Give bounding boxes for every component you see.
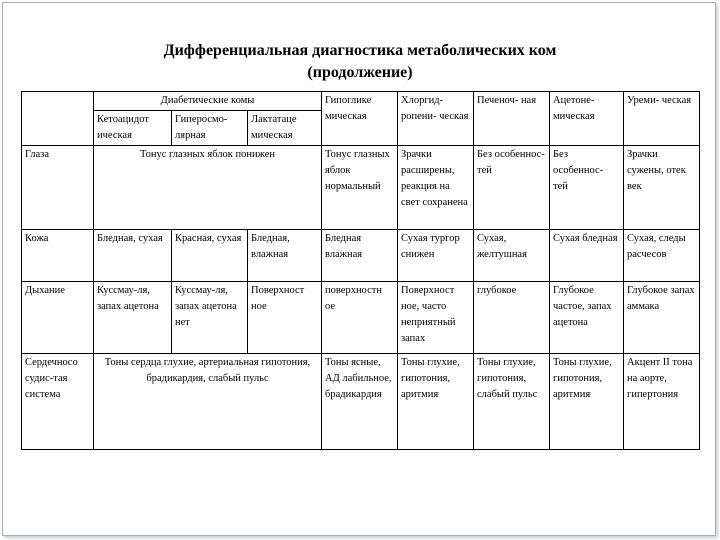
cardio-hypochloremic: Тоны глухие, гипотония, аритмия (398, 354, 474, 450)
header-lactatacidemic: Лактатаце мическая (248, 111, 322, 146)
diagnosis-table (21, 91, 700, 450)
header-uremic: Уреми- ческая (624, 92, 700, 146)
skin-acetonemic: Сухая бледная (550, 230, 624, 282)
row-breathing (22, 282, 700, 354)
breathing-hypoglycemic: поверхностн ое (322, 282, 398, 354)
row-cardio (22, 354, 700, 450)
skin-hepatic: Сухая, желтушная (474, 230, 550, 282)
cardio-uremic: Акцент II тона на аорте, гипертония (624, 354, 700, 450)
breathing-uremic: Глубокое запах аммака (624, 282, 700, 354)
eyes-acetonemic: Без особеннос- тей (550, 146, 624, 230)
header-hypoglycemic: Гипоглике мическая (322, 92, 398, 146)
header-diabetic-comas: Диабетические комы (94, 92, 322, 111)
breathing-hepatic: глубокое (474, 282, 550, 354)
skin-lactatacidemic: Бледная, влажная (248, 230, 322, 282)
header-row-1 (22, 92, 700, 111)
eyes-hypoglycemic: Тонус глазных яблок нормальный (322, 146, 398, 230)
header-ketoacidotic: Кетоацидот ическая (94, 111, 172, 146)
header-hypochloremic: Хлоргид- ропени- ческая (398, 92, 474, 146)
header-hyperosmolar: Гиперосмо- лярная (172, 111, 248, 146)
row-label-skin: Кожа (22, 230, 94, 282)
skin-hypoglycemic: Бледная влажная (322, 230, 398, 282)
cardio-diabetic-merged: Тоны сердца глухие, артериальная гипотония, брадикардия, слабый пульс (94, 354, 322, 450)
cardio-acetonemic: Тоны глухие, гипотония, аритмия (550, 354, 624, 450)
row-label-eyes: Глаза (22, 146, 94, 230)
row-label-cardio: Сердечнoсо судис-тая система (22, 354, 94, 450)
header-acetonemic: Ацетоне- мическая (550, 92, 624, 146)
breathing-lactatacidemic: Поверхност ное (248, 282, 322, 354)
eyes-diabetic-merged: Тонус глазных яблок понижен (94, 146, 322, 230)
row-label-breathing: Дыхание (22, 282, 94, 354)
corner-cell (22, 92, 94, 146)
breathing-hyperosmolar: Куссмау-ля, запах ацетона нет (172, 282, 248, 354)
skin-ketoacidotic: Бледная, сухая (94, 230, 172, 282)
skin-hypochloremic: Сухая тургор снижен (398, 230, 474, 282)
eyes-uremic: Зрачки сужены, отек век (624, 146, 700, 230)
header-hepatic: Печеноч- ная (474, 92, 550, 146)
breathing-hypochloremic: Поверхност ное, часто неприятный запах (398, 282, 474, 354)
eyes-hypochloremic: Зрачки расширены, реакция на свет сохранена (398, 146, 474, 230)
breathing-acetonemic: Глубокое частое, запах ацетона (550, 282, 624, 354)
cardio-hepatic: Тоны глухие, гипотония, слабый пульс (474, 354, 550, 450)
skin-hyperosmolar: Красная, сухая (172, 230, 248, 282)
row-skin (22, 230, 700, 282)
title-line-1: Дифференциальная диагностика метаболических ком (163, 42, 557, 59)
eyes-hepatic: Без особеннос- тей (474, 146, 550, 230)
slide-title (40, 40, 680, 84)
title-line-2: (продолжение) (307, 64, 413, 81)
row-eyes (22, 146, 700, 230)
breathing-ketoacidotic: Куссмау-ля, запах ацетона (94, 282, 172, 354)
cardio-hypoglycemic: Тоны ясные, АД лабильное, брадикардия (322, 354, 398, 450)
skin-uremic: Сухая, следы расчесов (624, 230, 700, 282)
